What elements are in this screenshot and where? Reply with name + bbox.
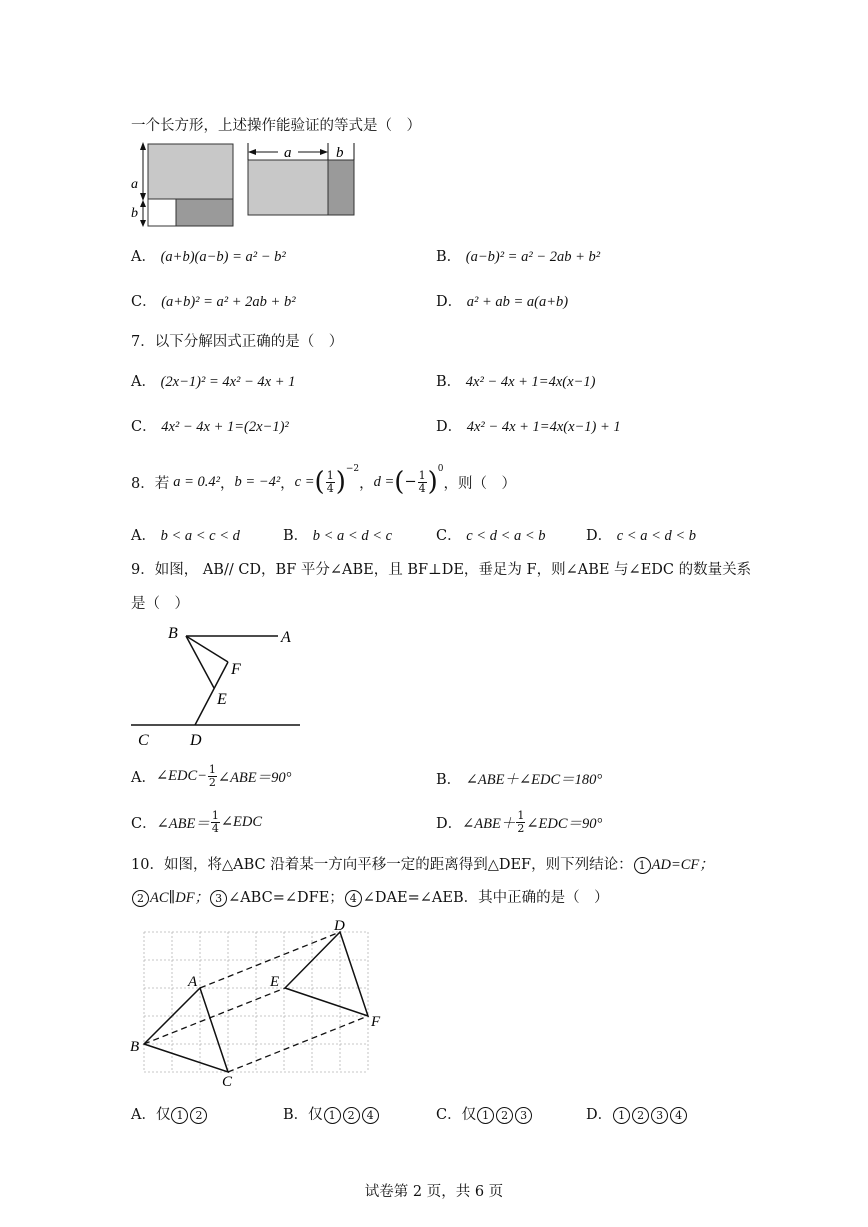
q10-option-d-c4: 4 — [670, 1107, 687, 1124]
q8-stem — [131, 462, 516, 502]
q8-d-num: 1 — [418, 468, 426, 482]
q9-option-d-frac — [516, 810, 525, 835]
q8-option-b[interactable] — [283, 524, 392, 545]
q8-option-c[interactable] — [436, 524, 546, 545]
q10-stem-2c: ∠DAE=∠AEB．其中正确的是（ ） — [362, 890, 609, 906]
q10-label-c: C — [222, 1074, 233, 1090]
q10-circle-1: 1 — [634, 857, 651, 874]
q9-option-a-num: 1 — [208, 763, 216, 776]
q6-square-a — [148, 144, 233, 199]
q9-option-a-label: A． — [131, 770, 156, 786]
q9-label-b: B — [168, 625, 178, 642]
q8-c-lparen: ( — [314, 467, 325, 497]
q8-sep2: ， — [280, 475, 295, 492]
q10-stem-line2 — [131, 886, 609, 907]
q9-option-d-label: D． — [436, 816, 463, 832]
q10-option-d-c3: 3 — [651, 1107, 668, 1124]
q9-option-c-num: 1 — [211, 809, 219, 822]
q10-option-c-c1: 1 — [477, 1107, 494, 1124]
q10-option-a-c2: 2 — [190, 1107, 207, 1124]
q9-option-b-label: B． — [436, 772, 462, 788]
q10-label-b: B — [130, 1039, 140, 1055]
q6-stem-tail: 一个长方形，上述操作能验证的等式是（ ） — [131, 118, 421, 134]
q10-circle-3: 3 — [210, 890, 227, 907]
q6-label-a-top: a — [284, 145, 292, 161]
q8-option-a[interactable] — [131, 524, 240, 545]
q6-option-b[interactable] — [436, 245, 600, 266]
q10-option-a-c1: 1 — [171, 1107, 188, 1124]
q7-option-a[interactable] — [131, 370, 295, 391]
q6-option-b-label: B． — [436, 249, 462, 265]
q10-option-b-c2: 2 — [343, 1107, 360, 1124]
q8-a: a = 0.4² — [173, 473, 220, 490]
q8-option-b-expr: b < a < d < c — [312, 528, 393, 544]
q6-rect-dark — [328, 160, 354, 215]
q8-c-exp: −2 — [345, 464, 360, 474]
q8-c-frac — [326, 470, 335, 495]
q9-option-d-pre: ∠ABE＋ — [462, 816, 516, 832]
q10-label-a: A — [188, 974, 198, 990]
q9-option-a-post: ∠ABE＝90° — [217, 770, 292, 786]
q8-tail: ，则（ ） — [443, 475, 516, 492]
q6-option-d[interactable] — [436, 290, 568, 311]
q6-label-b-top: b — [336, 145, 344, 161]
q6-option-d-label: D． — [436, 294, 463, 310]
q10-stem-2b: ∠ABC=∠DFE； — [228, 890, 344, 906]
q8-option-a-label: A． — [131, 528, 156, 544]
q8-option-c-expr: c < d < a < b — [466, 528, 546, 544]
q6-option-b-expr: (a−b)² = a² − 2ab + b² — [465, 249, 601, 265]
q6-strip-dark — [176, 199, 233, 226]
q6-strip-white — [148, 199, 176, 226]
q9-option-c-frac — [211, 810, 220, 835]
q9-option-d[interactable] — [436, 810, 602, 835]
q10-option-d[interactable] — [586, 1103, 688, 1124]
q9-option-c-den: 4 — [211, 822, 219, 835]
q6-option-c-label: C． — [131, 294, 157, 310]
q9-option-b-expr: ∠ABE＋∠EDC＝180° — [465, 772, 603, 788]
q9-option-a-pre: ∠EDC− — [155, 768, 207, 784]
q6-figure — [128, 138, 363, 230]
q10-label-e: E — [270, 974, 280, 990]
q10-option-b-c1: 1 — [324, 1107, 341, 1124]
q10-figure — [128, 916, 388, 1092]
q8-option-d-expr: c < a < d < b — [616, 528, 697, 544]
q8-d-minus: − — [404, 474, 417, 490]
q10-option-c-c2: 2 — [496, 1107, 513, 1124]
q10-option-d-c1: 1 — [613, 1107, 630, 1124]
q9-label-c: C — [138, 732, 149, 749]
q7-option-a-expr: (2x−1)² = 4x² − 4x + 1 — [160, 374, 296, 390]
q6-option-a[interactable] — [131, 245, 286, 266]
q10-option-d-label: D． — [586, 1107, 613, 1123]
q6-option-a-label: A． — [131, 249, 156, 265]
q8-option-c-label: C． — [436, 528, 462, 544]
q10-stem-2a: AC∥DF； — [150, 890, 210, 906]
q10-stem-1a: 10．如图，将△ABC 沿着某一方向平移一定的距离得到△DEF，则下列结论： — [131, 857, 633, 873]
q8-c-num: 1 — [326, 468, 334, 482]
q9-label-a: A — [281, 629, 291, 646]
q10-grid — [144, 932, 368, 1072]
q8-option-b-label: B． — [283, 528, 309, 544]
q6-option-c-expr: (a+b)² = a² + 2ab + b² — [161, 294, 296, 310]
q6-label-a-left: a — [131, 177, 138, 192]
q9-label-d: D — [190, 732, 202, 749]
q8-d-rparen: ) — [427, 467, 438, 497]
q9-option-d-den: 2 — [517, 822, 525, 835]
q7-option-b-label: B． — [436, 374, 462, 390]
q10-option-d-c2: 2 — [632, 1107, 649, 1124]
q9-option-d-post: ∠EDC＝90° — [526, 816, 603, 832]
q6-option-c[interactable] — [131, 290, 296, 311]
q8-d-den: 4 — [418, 481, 426, 495]
q7-option-d[interactable] — [436, 415, 621, 436]
q8-b: b = −4² — [234, 473, 281, 490]
q6-rect-light — [248, 160, 328, 215]
q10-label-f: F — [371, 1014, 381, 1030]
page-footer: 试卷第 2 页，共 6 页 — [364, 1184, 504, 1200]
q7-option-c[interactable] — [131, 415, 289, 436]
q8-d-exp: 0 — [437, 464, 444, 474]
q9-option-b[interactable] — [436, 768, 602, 789]
q8-d-lhs: d = — [373, 473, 395, 490]
q8-option-a-expr: b < a < c < d — [160, 528, 240, 544]
q8-sep1: ， — [220, 475, 235, 492]
q10-triangle-abc — [144, 988, 228, 1072]
q10-triangle-def — [285, 932, 368, 1016]
q9-option-c-label: C． — [131, 816, 157, 832]
q8-d-lparen: ( — [394, 467, 405, 497]
q9-option-c[interactable] — [131, 810, 262, 835]
q10-option-b[interactable] — [283, 1103, 380, 1124]
q8-option-d[interactable] — [586, 524, 696, 545]
q9-option-a[interactable] — [131, 764, 291, 789]
q10-option-a[interactable] — [131, 1103, 208, 1124]
q6-option-a-expr: (a+b)(a−b) = a² − b² — [160, 249, 286, 265]
q8-option-d-label: D． — [586, 528, 613, 544]
q9-option-c-pre: ∠ABE＝ — [156, 816, 210, 832]
q10-option-c-label: C．仅 — [436, 1107, 477, 1123]
q10-circle-2: 2 — [132, 890, 149, 907]
q10-stem-line1 — [131, 853, 714, 874]
q9-figure — [128, 620, 308, 750]
q7-option-c-label: C． — [131, 419, 157, 435]
q9-stem-line1: 9．如图， AB// CD，BF 平分∠ABE，且 BF⊥DE，垂足为 F，则∠ABE 与∠EDC 的数量关系 — [131, 562, 752, 578]
q8-c-den: 4 — [326, 481, 334, 495]
q9-option-d-num: 1 — [517, 809, 525, 822]
q7-option-b[interactable] — [436, 370, 595, 391]
q7-option-d-label: D． — [436, 419, 463, 435]
q9-option-a-den: 2 — [208, 776, 216, 789]
q10-circle-4: 4 — [345, 890, 362, 907]
q7-stem: 7．以下分解因式正确的是（ ） — [131, 334, 344, 350]
q9-option-c-post: ∠EDC — [220, 814, 262, 830]
q8-num: 8．若 — [131, 475, 170, 492]
q8-c-rparen: ) — [335, 467, 346, 497]
q6-option-d-expr: a² + ab = a(a+b) — [466, 294, 569, 310]
q6-label-b-left: b — [131, 206, 138, 221]
q9-option-a-frac — [208, 764, 217, 789]
q10-label-d: D — [334, 918, 345, 934]
q7-option-d-expr: 4x² − 4x + 1=4x(x−1) + 1 — [466, 419, 621, 435]
q9-stem-line2: 是（ ） — [131, 596, 189, 612]
q10-option-a-label: A．仅 — [131, 1107, 171, 1123]
q9-label-f: F — [231, 661, 241, 678]
q7-option-b-expr: 4x² − 4x + 1=4x(x−1) — [465, 374, 596, 390]
q9-label-e: E — [217, 691, 227, 708]
q10-option-b-label: B．仅 — [283, 1107, 323, 1123]
q8-d-frac — [418, 470, 427, 495]
q10-option-b-c3: 4 — [362, 1107, 379, 1124]
q7-option-a-label: A． — [131, 374, 156, 390]
q10-option-c-c3: 3 — [515, 1107, 532, 1124]
q10-stem-1b: AD=CF； — [651, 857, 714, 873]
q7-option-c-expr: 4x² − 4x + 1=(2x−1)² — [161, 419, 289, 435]
q10-option-c[interactable] — [436, 1103, 533, 1124]
q8-c-lhs: c = — [294, 473, 315, 490]
q8-sep3: ， — [359, 475, 374, 492]
